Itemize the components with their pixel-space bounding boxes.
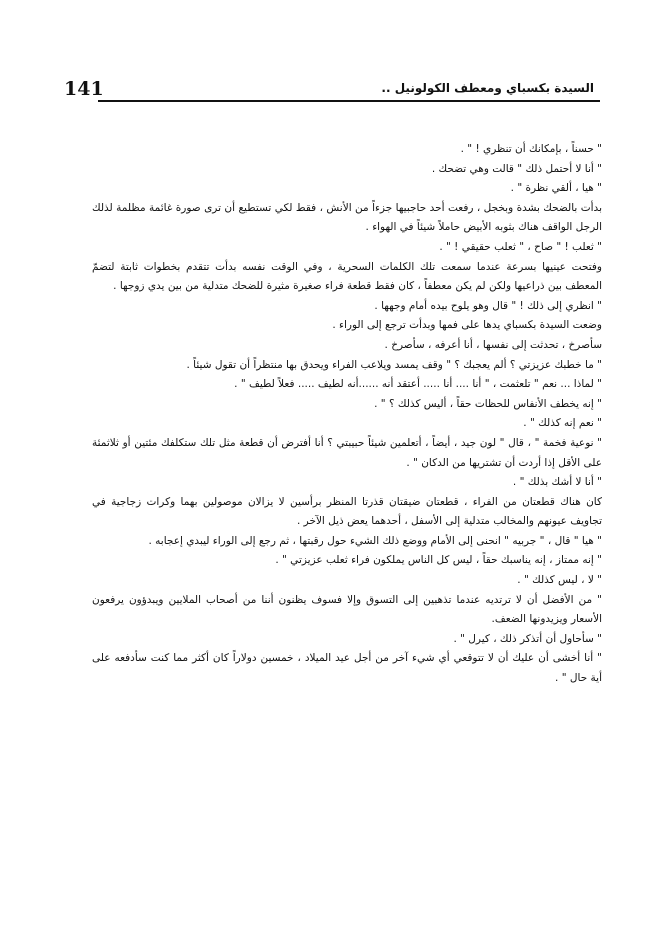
paragraph: " من الأفضل أن لا ترتديه عندما تذهبين إلى التسوق وإلا فسوف يظنون أننا من أصحاب الملايين ويبدؤون يرفعون الأسعار ويزيدونها الضعف. xyxy=(92,593,602,626)
paragraph: " أنا أخشى أن عليك أن لا تتوقعي أي شيء آخر من أجل عيد الميلاد ، خمسين دولاراً كان أكثر مما كنت سأدفعه على أية حال " . xyxy=(92,652,602,685)
paragraph: سأصرخ ، تحدثت إلى نفسها ، أنا أعرفه ، سأصرخ . xyxy=(384,338,602,351)
paragraph: " هيا ، ألقي نظرة " . xyxy=(510,182,602,195)
paragraph: " ما خطبك عزيزتي ؟ ألم يعجبك ؟ " وقف يمسد ويلاعب الفراء ويحدق بها منتظراً أن تقول شيئاً . xyxy=(186,358,602,371)
paragraph: " لماذا ... نعم " تلعثمت ، " أنا .... أنا ..... أعتقد أنه ......أنه لطيف ..... فعلاً لطيف " . xyxy=(234,378,602,391)
paragraph: بدأت بالضحك بشدة وبخجل ، رفعت أحد حاجبيها جزءاً من الأنش ، فقط لكي تستطيع أن ترى صورة غائمة مظلمة لذلك الرجل الواقف هناك بثوبه الأبيض حاملاً شيئاً في الهواء . xyxy=(92,201,602,234)
header-rule xyxy=(98,100,600,102)
paragraph: وفتحت عينيها بسرعة عندما سمعت تلك الكلمات السحرية ، وفي الوقت نفسه بدأت تتقدم بخطوات ثابتة لتضمّ المعطف بين ذراعيها ولكن لم يكن معطفاً ، كان فقط قطعة فراء صغيرة مثيرة للضحك متدلية من بين يدي زوجها . xyxy=(92,260,602,293)
paragraph: " أنا لا أشك بذلك " . xyxy=(512,476,602,489)
running-title: السيدة بكسباي ومعطف الكولونيل .. xyxy=(381,81,594,95)
paragraph: " سأحاول أن أتذكر ذلك ، كيرل " . xyxy=(453,632,602,645)
paragraph: " لا ، ليس كذلك " . xyxy=(517,574,602,587)
paragraph: كان هناك قطعتان من الفراء ، قطعتان ضيقتان قذرتا المنظر برأسين لا يزالان موصولين بهما وكرات زجاجية في تجاويف عيونهم والمخالب متدلية إلى الأسفل ، أحدهما يعض ذيل الآخر . xyxy=(92,495,602,528)
paragraph: " نعم إنه كذلك " . xyxy=(523,417,602,430)
paragraph: " ثعلب ! " صاح ، " ثعلب حقيقي ! " . xyxy=(439,240,602,253)
paragraph: " إنه ممتاز ، إنه يناسبك حقاً ، ليس كل الناس يملكون فراء ثعلب عزيزتي " . xyxy=(275,554,602,567)
paragraph: " أنا لا أحتمل ذلك " قالت وهي تضحك . xyxy=(431,162,602,175)
page-number: 141 xyxy=(64,78,104,100)
body-text xyxy=(92,140,602,689)
paragraph: وضعت السيدة بكسباي يدها على فمها وبدأت ترجع إلى الوراء . xyxy=(332,319,602,332)
page-header xyxy=(64,78,600,102)
paragraph: " إنه يخطف الأنفاس للحظات حقاً ، أليس كذلك ؟ " . xyxy=(374,397,602,410)
paragraph: " انظري إلى ذلك ! " قال وهو يلوح بيده أمام وجهها . xyxy=(374,299,602,312)
paragraph: " حسناً ، بإمكانك أن تنظري ! " . xyxy=(460,143,602,155)
paragraph: " هيا " قال ، " جربيه " انحنى إلى الأمام ووضع ذلك الشيء حول رقبتها ، ثم رجع إلى الوراء ليبدي إعجابه . xyxy=(148,534,602,547)
paragraph: " نوعية فخمة " ، قال " لون جيد ، أيضاً ، أتعلمين شيئاً حبيبتي ؟ أنا أفترض أن قطعة مثل تلك ستكلفك مئتين أو ثلاثمئة على الأقل إذا أردت أن تشتريها من الدكان " . xyxy=(92,436,602,469)
